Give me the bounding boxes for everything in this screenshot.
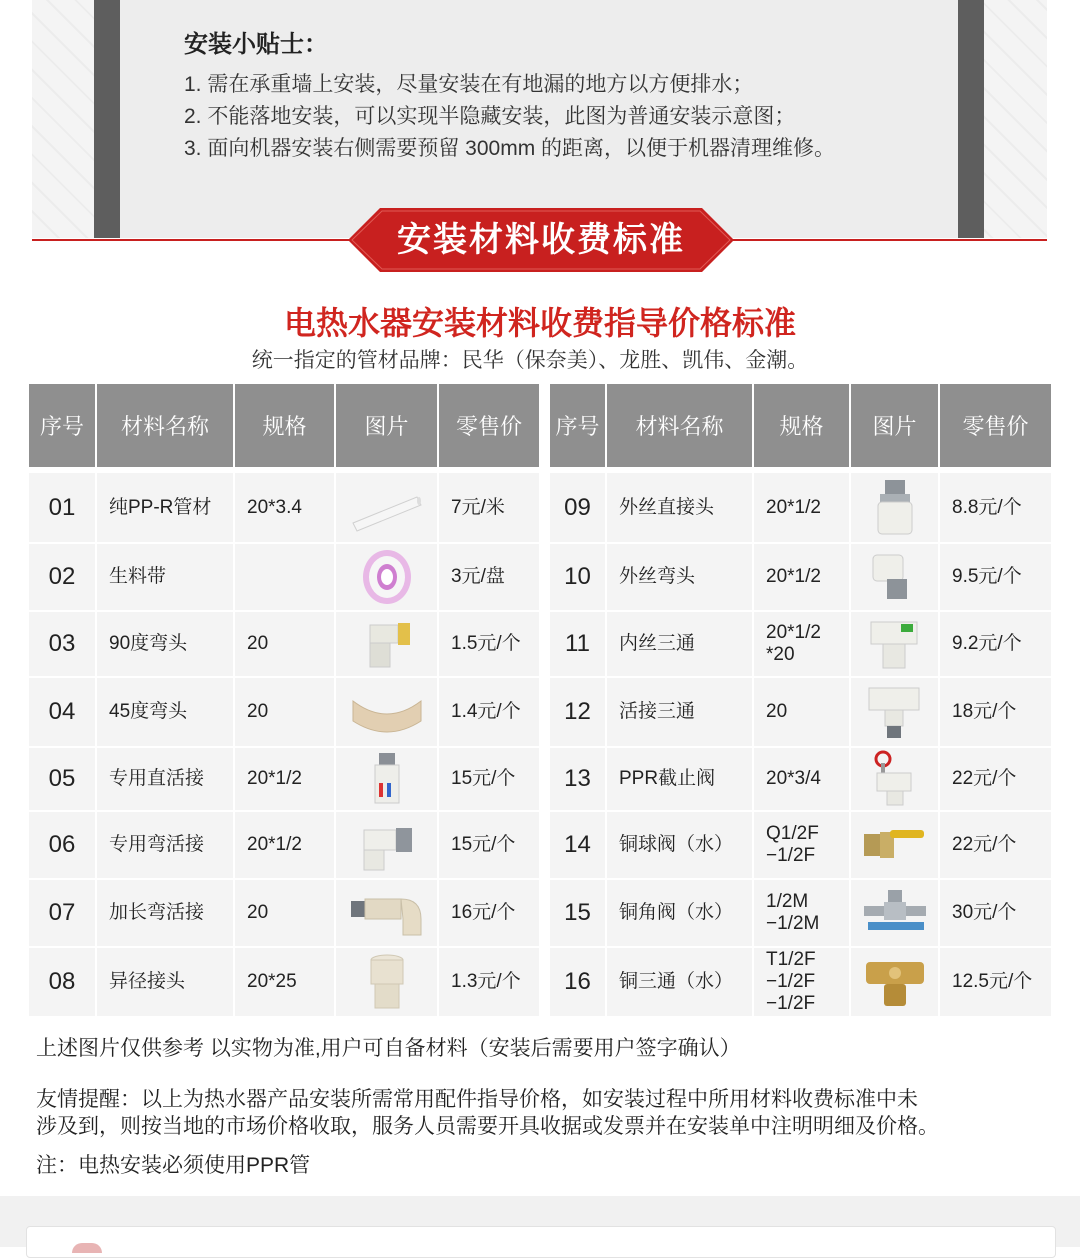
table-row xyxy=(550,879,1051,947)
stop-valve-icon xyxy=(865,749,925,809)
straight-union-icon xyxy=(367,751,407,807)
row-price: 12.5元/个 xyxy=(939,947,1051,1017)
row-spec: 20 xyxy=(234,611,335,677)
row-no: 10 xyxy=(550,543,606,611)
row-name: 加长弯活接 xyxy=(96,879,234,947)
angle-valve-icon xyxy=(860,886,930,940)
table-row xyxy=(550,947,1051,1017)
row-spec: 20 xyxy=(234,677,335,747)
banner-label: 安装材料收费标准 xyxy=(397,221,685,259)
price-table-right xyxy=(550,384,1051,1018)
row-no: 03 xyxy=(29,611,96,677)
row-spec: 20*1/2 xyxy=(753,543,850,611)
row-no: 09 xyxy=(550,473,606,543)
table-row xyxy=(29,879,539,947)
row-no: 15 xyxy=(550,879,606,947)
table-row xyxy=(29,811,539,879)
table-row xyxy=(550,611,1051,677)
brass-tee-icon xyxy=(862,954,928,1010)
row-no: 16 xyxy=(550,947,606,1017)
row-no: 12 xyxy=(550,677,606,747)
table-row xyxy=(550,747,1051,811)
row-name: 外丝直接头 xyxy=(606,473,753,543)
row-spec: T1/2F −1/2F −1/2F xyxy=(753,947,850,1017)
row-name: 45度弯头 xyxy=(96,677,234,747)
row-price: 15元/个 xyxy=(438,747,539,811)
header-price: 零售价 xyxy=(939,384,1051,467)
table-row xyxy=(29,611,539,677)
row-name: 专用弯活接 xyxy=(96,811,234,879)
ppr-note: 注：电热安装必须使用PPR管 xyxy=(36,1154,311,1177)
row-name: 90度弯头 xyxy=(96,611,234,677)
ball-valve-icon xyxy=(860,820,930,870)
male-straight-icon xyxy=(870,478,920,538)
row-price: 22元/个 xyxy=(939,747,1051,811)
row-no: 07 xyxy=(29,879,96,947)
long-elbow-union-icon xyxy=(347,887,427,939)
header-price: 零售价 xyxy=(438,384,539,467)
row-price: 1.5元/个 xyxy=(438,611,539,677)
row-price: 8.8元/个 xyxy=(939,473,1051,543)
row-spec: Q1/2F −1/2F xyxy=(753,811,850,879)
page-title: 电热水器安装材料收费指导价格标准 xyxy=(283,305,796,341)
footer-marker xyxy=(72,1243,102,1253)
row-name: 异径接头 xyxy=(96,947,234,1017)
elbow-45-icon xyxy=(347,687,427,737)
row-price: 30元/个 xyxy=(939,879,1051,947)
row-spec: 1/2M −1/2M xyxy=(753,879,850,947)
row-name: 内丝三通 xyxy=(606,611,753,677)
row-spec: 20*25 xyxy=(234,947,335,1017)
row-name: 铜球阀（水） xyxy=(606,811,753,879)
brand-subtitle: 统一指定的管材品牌：民华（保奈美）、龙胜、凯伟、金潮。 xyxy=(251,349,809,372)
footer-card xyxy=(26,1226,1056,1258)
tip-item-3: 3. 面向机器安装右侧需要预留 300mm 的距离，以便于机器清理维修。 xyxy=(184,137,836,160)
price-table-left xyxy=(29,384,539,1018)
reminder-line-2: 涉及到，则按当地的市场价格收取，服务人员需要开具收据或发票并在安装单中注明明细及价格。 xyxy=(36,1115,939,1138)
row-no: 01 xyxy=(29,473,96,543)
row-name: 铜三通（水） xyxy=(606,947,753,1017)
header-image: 图片 xyxy=(850,384,939,467)
row-spec: 20 xyxy=(234,879,335,947)
table-row xyxy=(29,473,539,543)
table-row xyxy=(550,543,1051,611)
row-no: 06 xyxy=(29,811,96,879)
row-spec: 20*3/4 xyxy=(753,747,850,811)
elbow-union-icon xyxy=(352,818,422,872)
row-name: 生料带 xyxy=(96,543,234,611)
row-price: 9.2元/个 xyxy=(939,611,1051,677)
row-name: PPR截止阀 xyxy=(606,747,753,811)
row-price: 1.4元/个 xyxy=(438,677,539,747)
elbow-90-icon xyxy=(352,617,422,671)
row-name: 纯PP-R管材 xyxy=(96,473,234,543)
female-tee-icon xyxy=(865,616,925,672)
row-spec: 20*1/2 xyxy=(234,747,335,811)
row-name: 铜角阀（水） xyxy=(606,879,753,947)
row-price: 18元/个 xyxy=(939,677,1051,747)
header-spec: 规格 xyxy=(753,384,850,467)
row-no: 05 xyxy=(29,747,96,811)
row-price: 22元/个 xyxy=(939,811,1051,879)
union-tee-icon xyxy=(865,682,925,742)
row-spec: 20*1/2 xyxy=(753,473,850,543)
tip-item-1: 1. 需在承重墙上安装，尽量安装在有地漏的地方以方便排水； xyxy=(184,73,754,96)
row-no: 08 xyxy=(29,947,96,1017)
row-no: 02 xyxy=(29,543,96,611)
row-price: 9.5元/个 xyxy=(939,543,1051,611)
table-row xyxy=(550,677,1051,747)
header-name: 材料名称 xyxy=(96,384,234,467)
table-row xyxy=(29,747,539,811)
row-no: 11 xyxy=(550,611,606,677)
reference-note: 上述图片仅供参考 以实物为准,用户可自备材料（安装后需要用户签字确认） xyxy=(36,1037,741,1060)
male-elbow-icon xyxy=(865,549,925,605)
table-row xyxy=(29,947,539,1017)
header-spec: 规格 xyxy=(234,384,335,467)
row-name: 外丝弯头 xyxy=(606,543,753,611)
header-image: 图片 xyxy=(335,384,438,467)
row-name: 活接三通 xyxy=(606,677,753,747)
row-name: 专用直活接 xyxy=(96,747,234,811)
row-price: 3元/盘 xyxy=(438,543,539,611)
header-no: 序号 xyxy=(29,384,96,467)
row-spec: 20*1/2 *20 xyxy=(753,611,850,677)
row-spec: 20*1/2 xyxy=(234,811,335,879)
row-no: 14 xyxy=(550,811,606,879)
table-row xyxy=(550,811,1051,879)
table-row xyxy=(29,677,539,747)
row-price: 16元/个 xyxy=(438,879,539,947)
row-no: 13 xyxy=(550,747,606,811)
row-spec xyxy=(234,543,335,611)
header-no: 序号 xyxy=(550,384,606,467)
reducer-icon xyxy=(365,952,409,1012)
table-row xyxy=(550,473,1051,543)
row-price: 15元/个 xyxy=(438,811,539,879)
row-price: 1.3元/个 xyxy=(438,947,539,1017)
reminder-line-1: 友情提醒：以上为热水器产品安装所需常用配件指导价格，如安装过程中所用材料收费标准中未 xyxy=(36,1088,918,1111)
row-no: 04 xyxy=(29,677,96,747)
tip-item-2: 2. 不能落地安装，可以实现半隐藏安装，此图为普通安装示意图； xyxy=(184,105,796,128)
tips-title: 安装小贴士： xyxy=(184,31,328,58)
ppr-pipe-icon xyxy=(347,483,427,533)
ptfe-tape-icon xyxy=(357,548,417,606)
header-name: 材料名称 xyxy=(606,384,753,467)
table-row xyxy=(29,543,539,611)
row-spec: 20 xyxy=(753,677,850,747)
row-spec: 20*3.4 xyxy=(234,473,335,543)
row-price: 7元/米 xyxy=(438,473,539,543)
